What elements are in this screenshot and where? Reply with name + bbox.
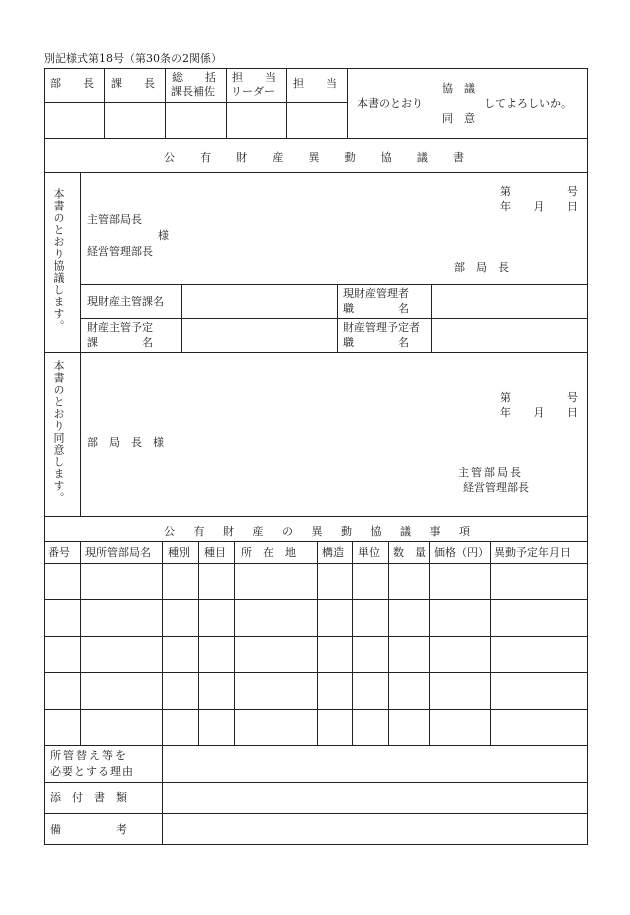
col-header-price: 価格（円） <box>434 546 489 559</box>
planned-manager-label-line2: 職 名 <box>343 336 409 349</box>
section2-date-label: 年 月 日 <box>500 406 578 419</box>
attachments-field[interactable] <box>163 783 587 812</box>
buchou-header: 部 長 <box>50 77 94 90</box>
reason-label-line2: 必要とする理由 <box>50 765 134 778</box>
remarks-label: 備 考 <box>50 823 127 836</box>
remarks-field[interactable] <box>163 814 587 844</box>
col-header-unit: 単位 <box>358 546 380 559</box>
tanto-header: 担 当 <box>293 77 337 90</box>
tanto-leader-header-line1: 担 当 <box>232 71 276 84</box>
col-header-category: 種目 <box>204 546 226 559</box>
tanto-leader-header-line2: リーダー <box>231 85 275 98</box>
col-header-number: 番号 <box>48 546 70 559</box>
section1-vertical-text: 本書のとおり協議します。 <box>52 188 65 332</box>
form-number-label: 別記様式第18号（第30条の2関係） <box>44 52 222 65</box>
reason-label-line1: 所管替え等を <box>50 749 128 762</box>
section1-number-label: 第 号 <box>500 185 578 198</box>
section2-vertical-text: 本書のとおり同意します。 <box>52 360 65 504</box>
consult-suffix: してよろしいか。 <box>484 97 572 110</box>
sokatsu-header-line2: 課長補佐 <box>171 85 215 98</box>
col-header-structure: 構造 <box>322 546 344 559</box>
table-row[interactable] <box>44 636 588 672</box>
section2-addressee: 部 局 長 様 <box>87 436 164 449</box>
consult-prefix: 本書のとおり <box>357 97 423 110</box>
col-header-quantity: 数 量 <box>393 546 426 559</box>
table-row[interactable] <box>44 563 588 599</box>
table-row[interactable] <box>44 709 588 745</box>
col-header-transfer-date: 異動予定年月日 <box>494 546 571 559</box>
section1-addressee-2: 経営管理部長 <box>87 245 153 258</box>
section1-addressee-1: 主管部局長 <box>87 213 142 226</box>
planned-manager-label-line1: 財産管理予定者 <box>343 321 420 334</box>
table-row[interactable] <box>44 672 588 709</box>
title-kyogi-jiko: 公 有 財 産 の 異 動 協 議 事 項 <box>164 525 470 538</box>
col-header-type: 種別 <box>168 546 190 559</box>
current-manager-label-line2: 職 名 <box>343 302 409 315</box>
consult-option-doui: 同 意 <box>442 112 475 125</box>
col-header-department: 現所管部局名 <box>85 546 151 559</box>
consult-option-kyogi: 協 議 <box>442 82 475 95</box>
kachou-header: 課 長 <box>111 77 155 90</box>
table-row[interactable] <box>44 599 588 636</box>
section2-sender-2: 経営管理部長 <box>463 481 529 494</box>
sokatsu-header-line1: 総 括 <box>172 71 216 84</box>
section1-date-label: 年 月 日 <box>500 200 578 213</box>
section2-sender-1: 主管部局長 <box>458 466 523 479</box>
section1-sama: 様 <box>158 229 169 242</box>
planned-department-label-line1: 財産主管予定 <box>87 321 153 334</box>
col-header-location: 所 在 地 <box>241 546 296 559</box>
reason-field[interactable] <box>163 746 587 781</box>
section2-number-label: 第 号 <box>500 391 578 404</box>
planned-department-label-line2: 課 名 <box>87 336 153 349</box>
attachments-label: 添 付 書 類 <box>50 791 127 804</box>
section1-sender: 部 局 長 <box>454 261 509 274</box>
current-manager-label-line1: 現財産管理者 <box>343 287 409 300</box>
current-department-label: 現財産主管課名 <box>87 295 164 308</box>
title-kyogisho: 公 有 財 産 異 動 協 議 書 <box>164 151 464 164</box>
